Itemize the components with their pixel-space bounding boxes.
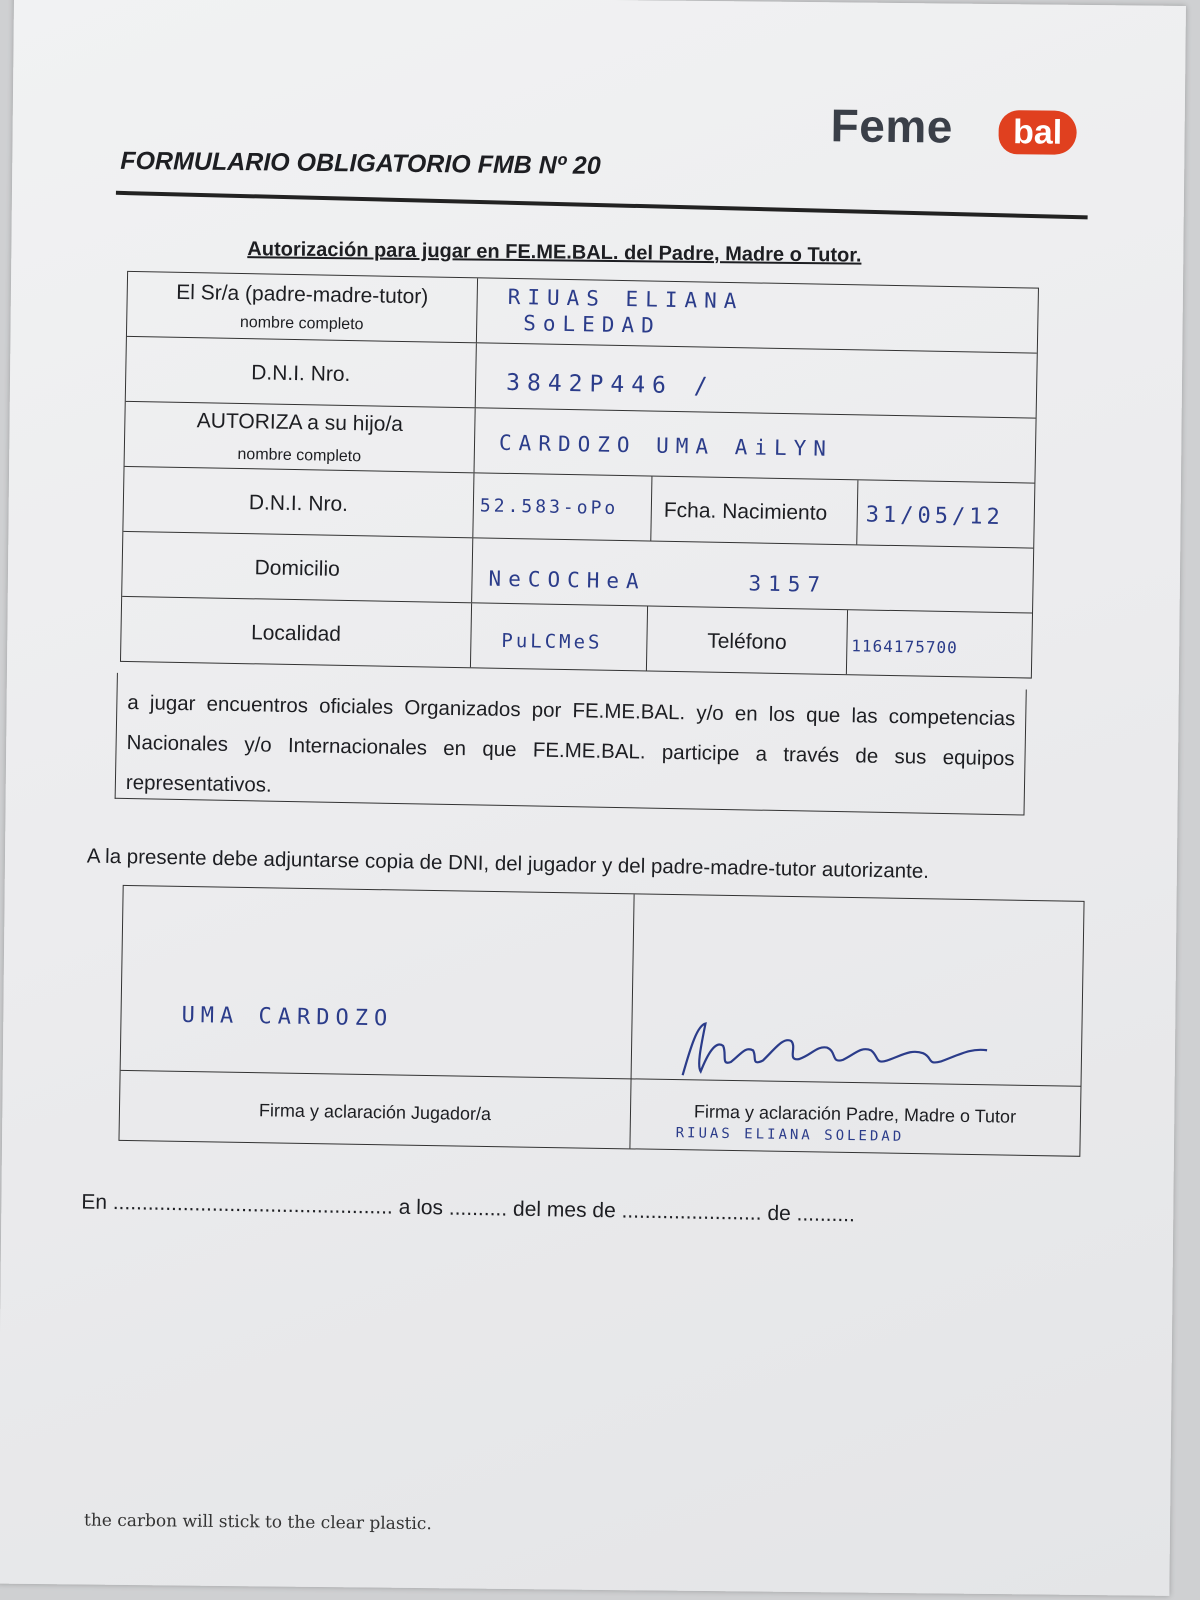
form-subtitle: Autorización para jugar en FE.ME.BAL. del Padre, Madre o Tutor.: [247, 238, 862, 267]
domicilio-label: Domicilio: [254, 556, 341, 581]
tutor-name-line2: SoLEDAD: [523, 311, 661, 338]
tutor-dni-value: 3842P446 /: [505, 369, 715, 400]
domicilio-value: NeCOCHeA: [488, 566, 646, 594]
attachment-note: A la presente debe adjuntarse copia de DNI, del jugador y del padre-madre-tutor autorizante.: [86, 844, 930, 883]
player-signature: UMA CARDOZO: [181, 1002, 394, 1032]
tutor-dni-label: D.N.I. Nro.: [250, 361, 351, 387]
telefono-label-cell: [647, 607, 848, 675]
footer-note: the carbon will stick to the clear plastic.: [83, 1510, 432, 1535]
tutor-dni-field[interactable]: [476, 343, 1037, 417]
birth-label-cell: [651, 477, 858, 545]
authorization-table: [120, 271, 1039, 679]
parent-signature-caption: Firma y aclaración Padre, Madre o Tutor: [693, 1101, 1017, 1127]
domicilio-number: 3157: [748, 571, 828, 597]
player-signature-area[interactable]: [119, 886, 634, 1148]
localidad-field[interactable]: [471, 603, 648, 670]
femebal-logo: [830, 98, 1091, 161]
parent-clarification: RIUAS ELIANA SOLEDAD: [675, 1125, 905, 1145]
telefono-label: Teléfono: [707, 629, 787, 655]
logo-word: Feme: [830, 99, 954, 153]
telefono-field[interactable]: [847, 610, 1032, 677]
child-name-value: CARDOZO UMA AiLYN: [498, 430, 834, 461]
tutor-label: El Sr/a (padre-madre-tutor): [175, 280, 429, 309]
child-dni-field[interactable]: [473, 473, 652, 540]
tutor-name-line1: RIUAS ELIANA: [507, 284, 744, 314]
birth-field[interactable]: [857, 480, 1034, 547]
child-sublabel: nombre completo: [237, 445, 362, 466]
domicilio-label-cell: [122, 532, 473, 602]
child-dni-value: 52.583-oPo: [479, 495, 619, 519]
autoriza-label: AUTORIZA a su hijo/a: [196, 409, 404, 436]
telefono-value: 1164175700: [851, 636, 958, 658]
parent-signature-scribble: [670, 1005, 1011, 1091]
localidad-value: PuLCMeS: [501, 629, 603, 654]
domicilio-field[interactable]: [472, 538, 1033, 612]
signature-table: [118, 885, 1084, 1157]
parent-signature-area[interactable]: [629, 894, 1083, 1155]
tutor-name-field[interactable]: [477, 278, 1038, 352]
form-title: FORMULARIO OBLIGATORIO FMB Nº 20: [120, 146, 601, 180]
child-label-cell: [125, 402, 476, 472]
logo-ball: bal: [998, 110, 1076, 155]
tutor-label-cell: [127, 272, 478, 342]
authorization-paragraph: a jugar encuentros oficiales Organizados por FE.ME.BAL. y/o en los que las competencias Nacionales y/o Internacionales en que FE.ME.BAL. participe a través de sus equipos representativos.: [115, 673, 1027, 816]
localidad-label-cell: [121, 597, 472, 667]
child-dni-label-cell: [123, 467, 474, 537]
localidad-label: Localidad: [250, 621, 342, 646]
child-name-field[interactable]: [475, 408, 1036, 482]
title-rule: [116, 191, 1088, 220]
birth-label: Fcha. Nacimiento: [663, 498, 828, 525]
player-signature-caption: Firma y aclaración Jugador/a: [258, 1100, 492, 1125]
tutor-dni-label-cell: [126, 337, 477, 407]
tutor-sublabel: nombre completo: [239, 313, 364, 334]
player-signature-line: [121, 1070, 631, 1079]
birth-value: 31/05/12: [865, 502, 1004, 531]
date-line: En ................................................ a los .......... del mes de ........................ de ..........: [81, 1190, 856, 1227]
child-dni-label: D.N.I. Nro.: [248, 491, 349, 517]
